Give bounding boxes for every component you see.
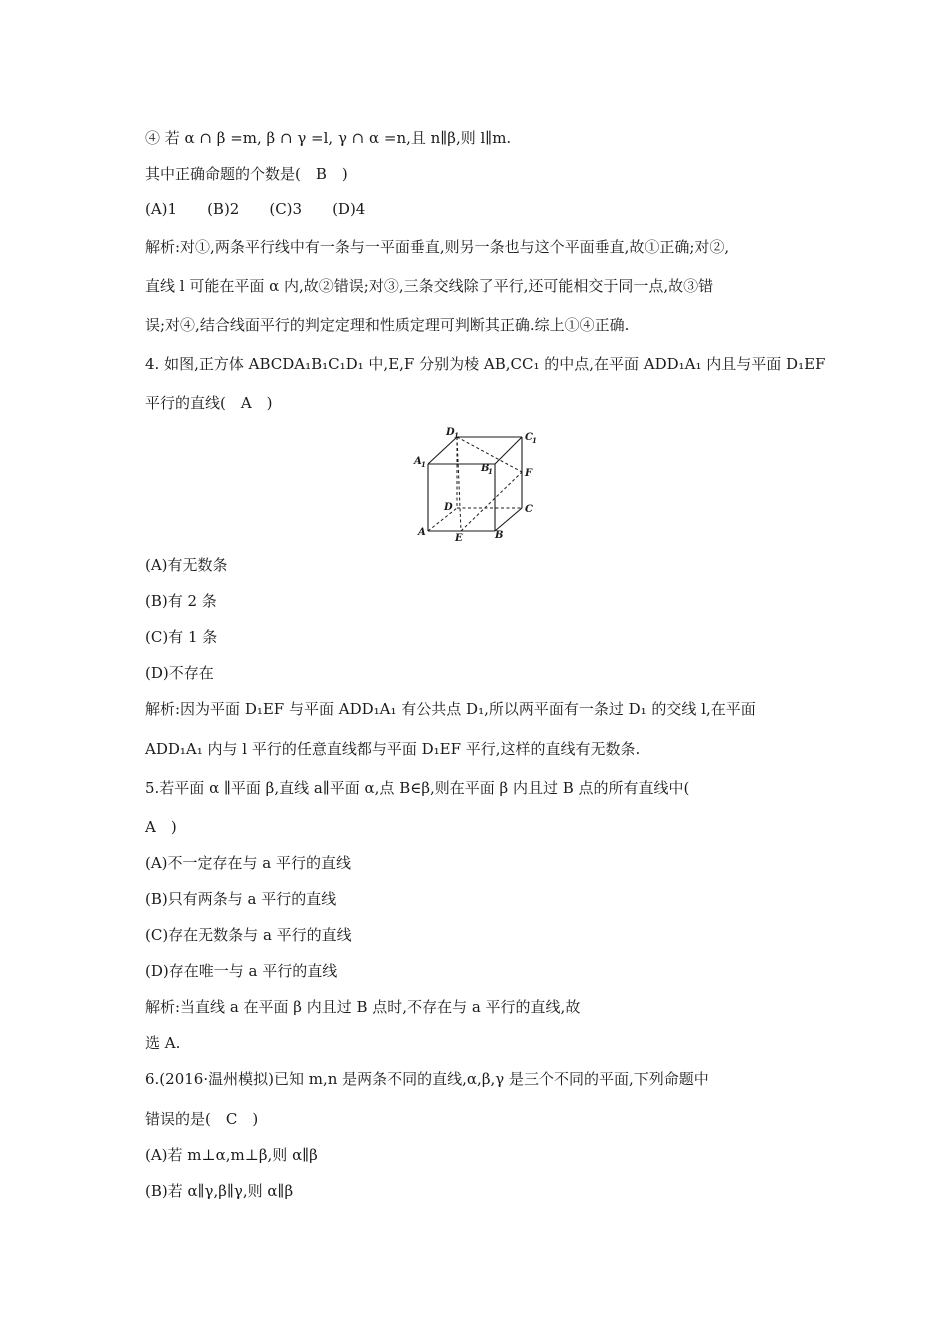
- label-A: A: [418, 527, 426, 538]
- cube-figure: [410, 424, 540, 544]
- label-C1: C: [525, 432, 533, 443]
- text-line: ADD₁A₁ 内与 l 平行的任意直线都与平面 D₁EF 平行,这样的直线有无数条.: [145, 740, 641, 758]
- text-line: 6.(2016·温州模拟)已知 m,n 是两条不同的直线,α,β,γ 是三个不同的平面,下列命题中: [145, 1070, 709, 1088]
- text-line: 其中正确命题的个数是( B ): [145, 165, 348, 183]
- text-line: 5.若平面 α ∥平面 β,直线 a∥平面 α,点 B∈β,则在平面 β 内且过 B 点的所有直线中(: [145, 779, 690, 797]
- text-line: (C)有 1 条: [145, 628, 218, 646]
- label-A1: A: [414, 456, 422, 467]
- text-line: (C)存在无数条与 a 平行的直线: [145, 926, 352, 944]
- text-line: (A)1 (B)2 (C)3 (D)4: [145, 200, 366, 218]
- text-line: 选 A.: [145, 1034, 181, 1052]
- text-line: A ): [145, 818, 177, 836]
- text-line: (A)有无数条: [145, 556, 228, 574]
- label-D1-sub: 1: [454, 431, 459, 440]
- label-D: D: [444, 502, 453, 513]
- label-C1-sub: 1: [532, 436, 537, 445]
- text-line: ④ 若 α ∩ β =m, β ∩ γ =l, γ ∩ α =n,且 n∥β,则 l∥m.: [145, 129, 512, 147]
- text-line: 误;对④,结合线面平行的判定定理和性质定理可判断其正确.综上①④正确.: [145, 316, 630, 334]
- text-line: (B)若 α∥γ,β∥γ,则 α∥β: [145, 1182, 294, 1200]
- edge-BC: [495, 508, 522, 531]
- text-line: 错误的是( C ): [145, 1110, 259, 1128]
- text-line: (D)存在唯一与 a 平行的直线: [145, 962, 338, 980]
- text-line: 4. 如图,正方体 ABCDA₁B₁C₁D₁ 中,E,F 分别为棱 AB,CC₁ 的中点,在平面 ADD₁A₁ 内且与平面 D₁EF: [145, 355, 826, 373]
- text-line: 解析:因为平面 D₁EF 与平面 ADD₁A₁ 有公共点 D₁,所以两平面有一条过 D₁ 的交线 l,在平面: [145, 700, 756, 718]
- label-D1: D: [446, 427, 455, 438]
- label-E: E: [455, 533, 463, 544]
- dashed-D1E: [457, 437, 461, 531]
- edge-A1D1: [428, 437, 457, 464]
- text-line: 直线 l 可能在平面 α 内,故②错误;对③,三条交线除了平行,还可能相交于同一点,故③错: [145, 277, 714, 295]
- label-A1-sub: 1: [421, 460, 426, 469]
- text-line: (A)若 m⊥α,m⊥β,则 α∥β: [145, 1146, 318, 1164]
- edge-B1C1: [495, 437, 522, 464]
- dashed-EF: [461, 472, 522, 531]
- label-C: C: [525, 504, 533, 515]
- label-B: B: [495, 530, 504, 541]
- label-B1: B: [481, 463, 490, 474]
- label-B1-sub: 1: [488, 467, 493, 476]
- cube-diagram: [410, 424, 540, 544]
- label-F: F: [525, 468, 533, 479]
- text-line: (B)有 2 条: [145, 592, 217, 610]
- text-line: (D)不存在: [145, 664, 214, 682]
- text-line: (A)不一定存在与 a 平行的直线: [145, 854, 352, 872]
- text-line: (B)只有两条与 a 平行的直线: [145, 890, 337, 908]
- text-line: 平行的直线( A ): [145, 394, 273, 412]
- text-line: 解析:对①,两条平行线中有一条与一平面垂直,则另一条也与这个平面垂直,故①正确;对②,: [145, 238, 730, 256]
- text-line: 解析:当直线 a 在平面 β 内且过 B 点时,不存在与 a 平行的直线,故: [145, 998, 581, 1016]
